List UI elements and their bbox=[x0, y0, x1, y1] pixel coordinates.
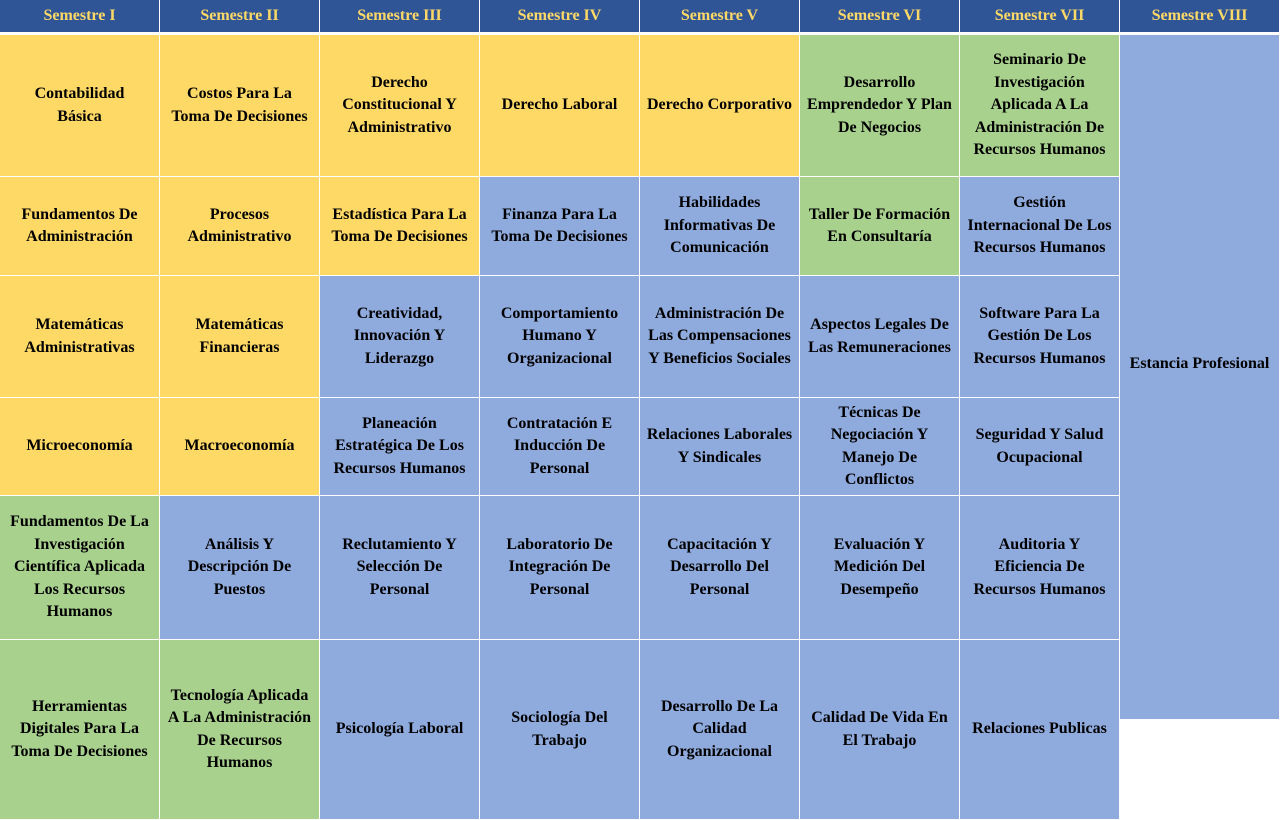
course-label: Tecnología Aplicada A La Administración De Recursos Humanos bbox=[167, 686, 312, 771]
course-cell bbox=[480, 35, 640, 177]
course-cell bbox=[320, 276, 480, 398]
course-cell bbox=[160, 496, 320, 640]
course-cell bbox=[160, 35, 320, 177]
course-label: Derecho Constitucional Y Administrativo bbox=[342, 73, 457, 136]
course-label: Administración De Las Compensaciones Y Beneficios Sociales bbox=[648, 304, 791, 367]
course-label: Comportamiento Humano Y Organizacional bbox=[500, 304, 619, 367]
course-cell bbox=[480, 276, 640, 398]
course-cell bbox=[960, 177, 1120, 276]
course-label: Desarrollo Emprendedor Y Plan De Negocios bbox=[807, 73, 952, 136]
course-cell bbox=[640, 398, 800, 496]
course-cell-estancia-profesional bbox=[1120, 35, 1280, 720]
course-cell bbox=[480, 177, 640, 276]
course-label: Costos Para La Toma De Decisiones bbox=[171, 85, 308, 125]
course-label: Derecho Corporativo bbox=[647, 96, 792, 114]
course-label: Técnicas De Negociación Y Manejo De Conflictos bbox=[830, 403, 929, 488]
course-label: Contratación E Inducción De Personal bbox=[506, 414, 613, 477]
course-label: Calidad De Vida En El Trabajo bbox=[811, 709, 948, 749]
course-cell bbox=[640, 177, 800, 276]
course-label: Fundamentos De Administración bbox=[21, 205, 138, 245]
course-label: Macroeconomía bbox=[184, 437, 295, 455]
course-label: Gestión Internacional De Los Recursos Humanos bbox=[967, 194, 1112, 257]
course-label: Estancia Profesional bbox=[1129, 354, 1270, 372]
course-label: Procesos Administrativo bbox=[187, 205, 292, 245]
course-label: Análisis Y Descripción De Puestos bbox=[187, 535, 292, 598]
course-cell bbox=[640, 276, 800, 398]
header-semestre-4: Semestre IV bbox=[480, 0, 640, 32]
course-cell bbox=[960, 496, 1120, 640]
course-label: Reclutamiento Y Selección De Personal bbox=[342, 535, 457, 598]
course-label: Microeconomía bbox=[26, 437, 133, 455]
course-cell bbox=[960, 35, 1120, 177]
course-cell bbox=[0, 398, 160, 496]
course-label: Relaciones Publicas bbox=[972, 720, 1107, 738]
course-label: Derecho Laboral bbox=[501, 96, 618, 114]
course-label: Capacitación Y Desarrollo Del Personal bbox=[667, 535, 772, 598]
course-label: Herramientas Digitales Para La Toma De Decisiones bbox=[11, 697, 148, 760]
course-cell bbox=[0, 35, 160, 177]
course-cell bbox=[160, 640, 320, 820]
course-label: Relaciones Laborales Y Sindicales bbox=[646, 426, 793, 466]
course-label: Creatividad, Innovación Y Liderazgo bbox=[353, 304, 446, 367]
course-cell bbox=[0, 496, 160, 640]
course-cell bbox=[160, 398, 320, 496]
course-label: Fundamentos De La Investigación Científica Aplicada Los Recursos Humanos bbox=[10, 513, 149, 621]
course-cell bbox=[640, 35, 800, 177]
course-label: Auditoria Y Eficiencia De Recursos Humanos bbox=[973, 535, 1106, 598]
course-cell bbox=[0, 640, 160, 820]
course-label: Psicología Laboral bbox=[335, 720, 464, 738]
header-semestre-8: Semestre VIII bbox=[1120, 0, 1280, 32]
course-label: Finanza Para La Toma De Decisiones bbox=[491, 205, 628, 245]
course-cell bbox=[480, 640, 640, 820]
course-cell bbox=[320, 35, 480, 177]
header-semestre-5: Semestre V bbox=[640, 0, 800, 32]
course-cell bbox=[960, 640, 1120, 820]
course-cell bbox=[800, 177, 960, 276]
header-semestre-3: Semestre III bbox=[320, 0, 480, 32]
course-label: Laboratorio De Integración De Personal bbox=[506, 535, 613, 598]
course-label: Habilidades Informativas De Comunicación bbox=[663, 194, 776, 257]
course-label: Evaluación Y Medición Del Desempeño bbox=[833, 535, 926, 598]
course-cell bbox=[480, 496, 640, 640]
header-semestre-6: Semestre VI bbox=[800, 0, 960, 32]
course-label: Sociología Del Trabajo bbox=[511, 709, 608, 749]
course-cell bbox=[160, 276, 320, 398]
course-cell bbox=[320, 640, 480, 820]
course-cell bbox=[320, 398, 480, 496]
course-label: Contabilidad Básica bbox=[34, 85, 125, 125]
course-cell bbox=[0, 276, 160, 398]
course-cell bbox=[800, 276, 960, 398]
course-cell bbox=[640, 496, 800, 640]
course-cell bbox=[160, 177, 320, 276]
course-cell bbox=[800, 35, 960, 177]
course-cell bbox=[320, 496, 480, 640]
header-semestre-7: Semestre VII bbox=[960, 0, 1120, 32]
course-label: Software Para La Gestión De Los Recursos Humanos bbox=[973, 304, 1106, 367]
course-cell bbox=[960, 398, 1120, 496]
course-label: Aspectos Legales De Las Remuneraciones bbox=[808, 316, 951, 356]
course-label: Matemáticas Financieras bbox=[195, 316, 284, 356]
course-label: Seminario De Investigación Aplicada A La Administración De Recursos Humanos bbox=[973, 51, 1106, 159]
course-label: Matemáticas Administrativas bbox=[24, 316, 135, 356]
course-cell bbox=[0, 177, 160, 276]
course-label: Planeación Estratégica De Los Recursos Humanos bbox=[333, 414, 466, 477]
course-cell bbox=[640, 640, 800, 820]
header-semestre-2: Semestre II bbox=[160, 0, 320, 32]
course-cell bbox=[480, 398, 640, 496]
course-cell bbox=[320, 177, 480, 276]
course-cell bbox=[800, 398, 960, 496]
course-label: Taller De Formación En Consultaría bbox=[808, 205, 951, 245]
course-cell bbox=[800, 496, 960, 640]
header-semestre-1: Semestre I bbox=[0, 0, 160, 32]
course-label: Estadística Para La Toma De Decisiones bbox=[331, 205, 468, 245]
course-label: Desarrollo De La Calidad Organizacional bbox=[660, 697, 778, 760]
course-label: Seguridad Y Salud Ocupacional bbox=[975, 426, 1104, 466]
course-cell bbox=[960, 276, 1120, 398]
course-cell bbox=[800, 640, 960, 820]
